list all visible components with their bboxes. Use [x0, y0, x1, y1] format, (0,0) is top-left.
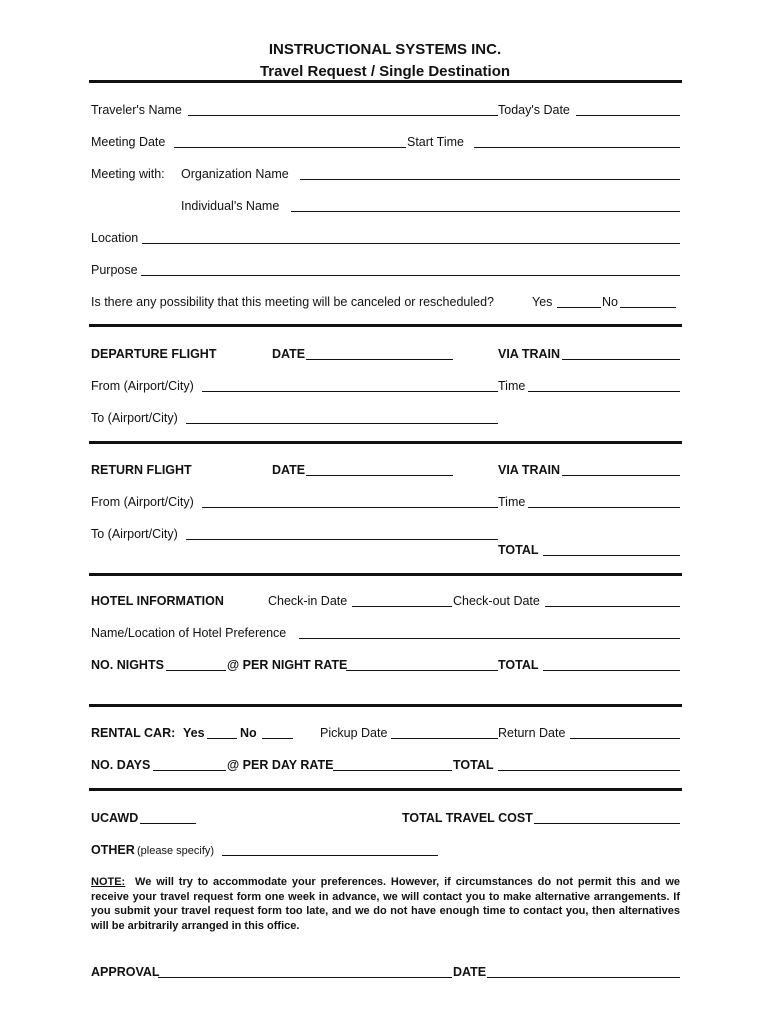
travelers-name-field[interactable]: [188, 115, 498, 116]
cancel-yes-field[interactable]: [557, 307, 601, 308]
flight-total-label: TOTAL: [498, 543, 539, 557]
company-name: INSTRUCTIONAL SYSTEMS INC.: [268, 41, 502, 58]
return-flight-heading: RETURN FLIGHT: [91, 463, 192, 477]
pickup-date-label: Pickup Date: [320, 726, 388, 740]
rental-yes-field[interactable]: [207, 738, 237, 739]
per-night-rate-label: @ PER NIGHT RATE: [227, 658, 348, 672]
checkout-date-field[interactable]: [545, 606, 680, 607]
purpose-label: Purpose: [91, 263, 138, 277]
cancel-no-field[interactable]: [620, 307, 676, 308]
ucawd-field[interactable]: [140, 823, 196, 824]
meeting-date-field[interactable]: [174, 147, 406, 148]
approval-label: APPROVAL: [91, 965, 160, 979]
meeting-date-label: Meeting Date: [91, 135, 166, 149]
return-date-label: DATE: [272, 463, 306, 477]
other-field[interactable]: [222, 855, 438, 856]
per-day-rate-label: @ PER DAY RATE: [227, 758, 334, 772]
location-field[interactable]: [142, 243, 680, 244]
return-from-label: From (Airport/City): [91, 495, 194, 509]
no-days-label: NO. DAYS: [91, 758, 151, 772]
no-nights-field[interactable]: [166, 670, 226, 671]
other-label: OTHER: [91, 843, 135, 857]
other-hint: (please specify): [137, 845, 215, 857]
approval-date-label: DATE: [453, 965, 487, 979]
rental-total-field[interactable]: [498, 770, 680, 771]
departure-time-field[interactable]: [528, 391, 680, 392]
return-from-field[interactable]: [202, 507, 498, 508]
departure-date-label: DATE: [272, 347, 306, 361]
return-time-field[interactable]: [528, 507, 680, 508]
no-days-field[interactable]: [153, 770, 226, 771]
individuals-name-label: Individual's Name: [181, 199, 280, 213]
form-title: Travel Request / Single Destination: [259, 63, 511, 80]
section-rule-3: [89, 573, 682, 576]
cancel-yes-label: Yes: [532, 295, 553, 309]
departure-to-field[interactable]: [186, 423, 498, 424]
checkout-date-label: Check-out Date: [453, 594, 540, 608]
rental-no-label: No: [240, 726, 257, 740]
todays-date-field[interactable]: [576, 115, 680, 116]
total-travel-cost-label: TOTAL TRAVEL COST: [402, 811, 533, 825]
start-time-field[interactable]: [474, 147, 680, 148]
ucawd-label: UCAWD: [91, 811, 139, 825]
header-rule: [89, 80, 682, 83]
organization-name-label: Organization Name: [181, 167, 289, 181]
section-rule-1: [89, 324, 682, 327]
location-label: Location: [91, 231, 139, 245]
note-label: NOTE:: [91, 876, 126, 888]
hotel-total-label: TOTAL: [498, 658, 539, 672]
meeting-with-label: Meeting with:: [91, 167, 165, 181]
departure-date-field[interactable]: [306, 359, 453, 360]
travelers-name-label: Traveler's Name: [91, 103, 182, 117]
return-date-label: Return Date: [498, 726, 566, 740]
rental-total-label: TOTAL: [453, 758, 494, 772]
rental-yes-label: Yes: [183, 726, 205, 740]
departure-from-field[interactable]: [202, 391, 498, 392]
per-day-rate-field[interactable]: [333, 770, 452, 771]
approval-date-field[interactable]: [487, 977, 680, 978]
todays-date-label: Today's Date: [498, 103, 570, 117]
return-date-field[interactable]: [306, 475, 453, 476]
start-time-label: Start Time: [407, 135, 464, 149]
return-to-label: To (Airport/City): [91, 527, 178, 541]
return-to-field[interactable]: [186, 539, 498, 540]
rental-return-date-field[interactable]: [570, 738, 680, 739]
departure-from-label: From (Airport/City): [91, 379, 194, 393]
departure-via-train-field[interactable]: [562, 359, 680, 360]
total-travel-cost-field[interactable]: [534, 823, 680, 824]
checkin-date-field[interactable]: [352, 606, 452, 607]
approval-signature-field[interactable]: [158, 977, 452, 978]
departure-time-label: Time: [498, 379, 526, 393]
return-via-train-label: VIA TRAIN: [498, 463, 561, 477]
note-paragraph: [91, 875, 680, 933]
hotel-preference-label: Name/Location of Hotel Preference: [91, 626, 287, 640]
rental-no-field[interactable]: [262, 738, 293, 739]
cancel-no-label: No: [602, 295, 618, 309]
hotel-information-heading: HOTEL INFORMATION: [91, 594, 224, 608]
pickup-date-field[interactable]: [391, 738, 498, 739]
return-via-train-field[interactable]: [562, 475, 680, 476]
checkin-date-label: Check-in Date: [268, 594, 348, 608]
cancel-question: Is there any possibility that this meeting will be canceled or rescheduled?: [91, 295, 494, 309]
individuals-name-field[interactable]: [291, 211, 680, 212]
no-nights-label: NO. NIGHTS: [91, 658, 164, 672]
section-rule-4: [89, 704, 682, 707]
section-rule-5: [89, 788, 682, 791]
hotel-total-field[interactable]: [543, 670, 680, 671]
hotel-preference-field[interactable]: [299, 638, 680, 639]
per-night-rate-field[interactable]: [346, 670, 498, 671]
purpose-field[interactable]: [141, 275, 680, 276]
departure-to-label: To (Airport/City): [91, 411, 178, 425]
rental-car-heading: RENTAL CAR:: [91, 726, 176, 740]
note-text: We will try to accommodate your preferences. However, if circumstances do not permit this and we receive your travel request form one week in advance, we will contact you to make alternative arrangements. If you submit your travel request form too late, and we do not have enough time to contact you, then alternatives will be arbitrarily arranged in this office.: [91, 876, 680, 932]
organization-name-field[interactable]: [300, 179, 680, 180]
departure-flight-heading: DEPARTURE FLIGHT: [91, 347, 217, 361]
section-rule-2: [89, 441, 682, 444]
flight-total-field[interactable]: [543, 555, 680, 556]
departure-via-train-label: VIA TRAIN: [498, 347, 561, 361]
return-time-label: Time: [498, 495, 526, 509]
